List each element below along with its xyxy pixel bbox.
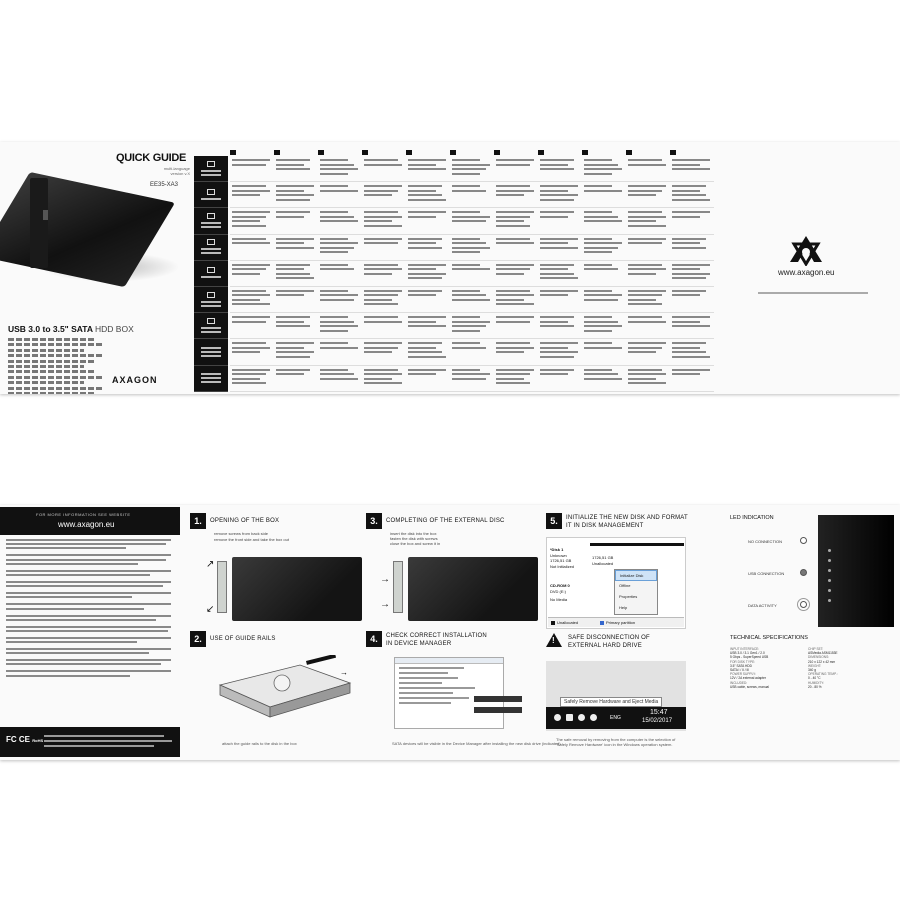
text-grid-cell: [670, 208, 714, 233]
language-indicator[interactable]: ENG: [610, 715, 621, 721]
text-grid-cell: [538, 287, 582, 312]
text-grid-cell: [406, 313, 450, 338]
text-grid-cell: [230, 261, 274, 286]
step-3-bullet-2: fasten the disk with screws: [390, 536, 438, 541]
axagon-logo-icon: [786, 234, 826, 266]
text-grid-cell: [538, 261, 582, 286]
legend-unallocated: Unallocated: [557, 620, 579, 625]
text-grid-cell: [362, 208, 406, 233]
disk-1-info: *Disk 1 Unknown 1726,51 GB Not Initialized: [550, 547, 575, 569]
footnote-line: [758, 292, 868, 294]
text-grid-cell: [406, 156, 450, 181]
rohs-mark: RoHS: [32, 738, 44, 743]
disk-legend: [548, 617, 684, 627]
text-grid-cell: [318, 208, 362, 233]
network-icon[interactable]: [578, 714, 585, 721]
led-off-icon: [800, 537, 807, 544]
banner-caption: FOR MORE INFORMATION SEE WEBSITE: [36, 512, 131, 517]
text-grid-cell: [538, 339, 582, 364]
text-grid-cell: [362, 261, 406, 286]
spec-line: ASMedia ASM1153E: [808, 651, 838, 656]
text-grid-cell: [450, 261, 494, 286]
text-grid-cell: [362, 366, 406, 391]
text-grid-cell: [582, 261, 626, 286]
arrow-icon: ↙: [206, 604, 215, 615]
text-grid-cell: [450, 156, 494, 181]
text-grid-cell: [406, 235, 450, 260]
language-block: [6, 670, 178, 676]
disk-1-partition: 1726,51 GB Unallocated: [592, 555, 614, 566]
language-summary-lines: [8, 338, 103, 394]
text-grid-cell: [494, 235, 538, 260]
quick-guide-front-sheet: [0, 142, 900, 394]
multilanguage-text-grid: [230, 156, 714, 392]
model-number: EE35-XA3: [150, 182, 179, 188]
hdd-box-front-leds: [818, 515, 894, 627]
spec-line: INPUT INTERFACE:: [730, 647, 760, 651]
text-grid-cell: [582, 313, 626, 338]
text-grid-cell: [230, 235, 274, 260]
text-grid-cell: [538, 366, 582, 391]
text-grid-cell: [274, 182, 318, 207]
text-grid-cell: [230, 339, 274, 364]
text-grid-row: [230, 208, 714, 234]
spec-line: SATA I / II / III: [730, 668, 750, 673]
check-icon: [207, 318, 215, 324]
text-grid-cell: [494, 156, 538, 181]
text-grid-cell: [274, 208, 318, 233]
text-grid-row: [230, 366, 714, 392]
text-grid-cell: [582, 182, 626, 207]
safely-remove-tooltip: Safely Remove Hardware and Eject Media: [560, 697, 662, 707]
text-grid-cell: [274, 261, 318, 286]
text-grid-cell: [626, 235, 670, 260]
safe-removal-caption: The safe removal by removing from the computer is the selection of 'Safely Remove Hardware' icon in the Windows operation system.: [556, 737, 676, 747]
spec-line: USB 3.0 / 3.1 Gen1 / 2.0: [730, 651, 765, 656]
language-block: [6, 570, 178, 576]
usb-icon: [207, 189, 215, 195]
text-grid-cell: [494, 287, 538, 312]
text-grid-cell: [582, 235, 626, 260]
text-grid-row: [230, 182, 714, 208]
text-grid-row: [230, 313, 714, 339]
text-grid-cell: [670, 156, 714, 181]
banner-website[interactable]: www.axagon.eu: [58, 520, 115, 529]
step-4-title-line-1: CHECK CORRECT INSTALLATION: [386, 633, 487, 639]
led-state-usb-connection: USB CONNECTION: [748, 571, 785, 576]
text-grid-cell: [450, 182, 494, 207]
step-3-pcb-board: [393, 561, 403, 613]
language-block: [6, 581, 178, 587]
language-block: [6, 554, 178, 564]
usb-eject-icon[interactable]: [566, 714, 573, 721]
text-grid-cell: [406, 339, 450, 364]
spec-line: WEIGHT:: [808, 663, 822, 668]
text-grid-cell: [406, 182, 450, 207]
text-grid-cell: [362, 287, 406, 312]
step-4-number: 4.: [366, 631, 382, 647]
step-3-number: 3.: [366, 513, 382, 529]
safe-removal-title-line-1: SAFE DISCONNECTION OF: [568, 635, 650, 641]
text-grid-cell: [274, 287, 318, 312]
text-grid-cell: [450, 208, 494, 233]
certification-footer: [0, 727, 180, 757]
text-grid-cell: [362, 235, 406, 260]
led-state-data-activity: DATA ACTIVITY: [748, 603, 777, 608]
text-grid-cell: [274, 313, 318, 338]
step-3-title: COMPLETING OF THE EXTERNAL DISC: [386, 518, 505, 524]
step-3-bullet-3: close the box and screw it in: [390, 541, 441, 546]
text-grid-cell: [494, 261, 538, 286]
text-grid-cell: [450, 235, 494, 260]
text-grid-cell: [318, 261, 362, 286]
text-grid-cell: [230, 208, 274, 233]
text-grid-cell: [230, 287, 274, 312]
step-3-bullet-1: insert the disk into the box: [390, 531, 437, 536]
text-grid-cell: [274, 339, 318, 364]
brand-logo-text: AXAGON: [112, 375, 158, 385]
text-grid-cell: [670, 366, 714, 391]
text-grid-cell: [626, 287, 670, 312]
led-state-no-connection: NO CONNECTION: [748, 539, 782, 544]
spec-line: POWER SUPPLY:: [730, 672, 756, 677]
technical-specifications-title: TECHNICAL SPECIFICATIONS: [730, 635, 808, 641]
spec-line: 0 - 40 °C: [808, 676, 821, 681]
step-2-title: USE OF GUIDE RAILS: [210, 636, 276, 642]
text-grid-cell: [494, 313, 538, 338]
text-grid-cell: [230, 156, 274, 181]
text-grid-cell: [494, 366, 538, 391]
text-grid-cell: [362, 156, 406, 181]
website-banner: [0, 507, 180, 535]
text-grid-cell: [626, 156, 670, 181]
text-grid-row: [230, 261, 714, 287]
text-grid-cell: [494, 182, 538, 207]
language-block: [6, 648, 178, 654]
menu-item-help[interactable]: Help: [619, 605, 628, 610]
arrow-icon: →: [380, 599, 390, 610]
clock-time: 15:47: [650, 709, 668, 716]
text-grid-cell: [538, 156, 582, 181]
guide-title: QUICK GUIDE: [116, 152, 187, 164]
spec-line: 210 x 122 x 42 mm: [808, 659, 836, 664]
text-grid-cell: [450, 339, 494, 364]
language-block: [6, 539, 178, 549]
text-grid-cell: [318, 182, 362, 207]
step-1-hdd-box-image: [232, 557, 362, 621]
menu-item-properties[interactable]: Properties: [619, 594, 638, 599]
text-grid-cell: [406, 366, 450, 391]
quick-guide-back-sheet: FOR MORE INFORMATION SEE WEBSITE www.axagon.eu FC CE RoHS 1. OPENING OF THE BOX remove screws from back side remove the front side and take the box out ↗ ↙ 2. USE OF GUIDE RAILS → attach the guide rails to the disk in the box 3. COMPLETING OF THE EXTERNAL DISC insert the disk into the box fasten the disk with screws close the box and screw it in → → 4. CHECK CORRECT INSTALLATION IN DEVICE MANAGER SATA devices will be visible in the Device Manager after installing the new disk drive (indicated) 5. INITIALIZE THE NEW DISK AND FORMAT IT IN DISK MANAGEMENT *Disk 1 Unknown 1726,51 GB Not Initialized 1726,51 GB Unallocated Initialize Disk Offline Properties Help CD-ROM 0 DVD (E:) No Media Unallocated Primary partition ! SAFE DISCONNECTION OF EXTERNAL HARD DRIVE Safely Remove Hardware and Eject Media ENG 15:47 15/02/2017 The safe removal by removing from the computer is the selection of 'Safely Remove Hardware' icon in the Windows operation system. LED INDICATION NO CONNECTION USB CONNECTION DATA ACTIVITY TECHNICAL SPECIFICATIONS INPUT INTERFACE: USB 3.0 / 3.1 Gen1 / 2.0 5 Gbps - SuperSpeed USB FOR DISK TYPE: 3.5" SATA HDD SATA I / II / III POWER SUPPLY: 12V / 2A external adapter INCLUDED: USB cable, screws, manual CHIP SET: ASMedia ASM1153E DIMENSIONS: 210 x 122 x 42 mm WEIGHT: 340 g OPERATING TEMP.: 0 - 40 °C HUMIDITY: 20 - 80 %: [0, 505, 900, 760]
step-5-title-line-2: IT IN DISK MANAGEMENT: [566, 523, 644, 529]
product-name: [8, 324, 134, 334]
text-grid-row: [230, 287, 714, 313]
text-grid-cell: [626, 182, 670, 207]
windows-taskbar: [546, 707, 686, 729]
step-1-title: OPENING OF THE BOX: [210, 518, 280, 524]
led-blinking-icon: [800, 601, 807, 608]
text-grid-cell: [318, 287, 362, 312]
text-grid-cell: [670, 287, 714, 312]
arrow-icon: →: [380, 574, 390, 585]
spec-line: 340 g: [808, 668, 816, 673]
step-2-rails-diagram: [210, 655, 360, 725]
step-1-number: 1.: [190, 513, 206, 529]
text-grid-cell: [406, 208, 450, 233]
text-grid-cell: [274, 156, 318, 181]
topic-icon-column: [194, 156, 228, 392]
text-grid-cell: [230, 366, 274, 391]
disk-icon: [207, 213, 215, 219]
text-grid-row: [230, 339, 714, 365]
text-grid-cell: [582, 208, 626, 233]
spec-line: USB cable, screws, manual: [730, 684, 769, 689]
text-grid-row: [230, 235, 714, 261]
spec-line: OPERATING TEMP.:: [808, 672, 838, 677]
spec-line: 12V / 2A external adapter: [730, 676, 766, 681]
text-grid-cell: [538, 208, 582, 233]
step-2-number: 2.: [190, 631, 206, 647]
language-instruction-blocks: [6, 539, 178, 682]
text-grid-cell: [670, 261, 714, 286]
text-grid-cell: [670, 313, 714, 338]
text-grid-cell: [670, 235, 714, 260]
text-grid-cell: [582, 339, 626, 364]
text-grid-cell: [450, 287, 494, 312]
cdrom-info: CD-ROM 0 DVD (E:) No Media: [550, 583, 570, 602]
language-block: [6, 592, 178, 598]
text-grid-cell: [626, 339, 670, 364]
language-block: [6, 637, 178, 643]
text-grid-cell: [450, 313, 494, 338]
step-3-hdd-box-image: [408, 557, 538, 621]
text-grid-cell: [318, 156, 362, 181]
fc-ce-marks: FC CE: [6, 735, 30, 744]
step-5-title-line-1: INITIALIZE THE NEW DISK AND FORMAT: [566, 515, 688, 521]
menu-item-offline[interactable]: Offline: [619, 583, 631, 588]
text-grid-cell: [670, 339, 714, 364]
box-icon: [207, 292, 215, 298]
text-grid-cell: [362, 313, 406, 338]
text-grid-cell: [362, 339, 406, 364]
spec-line: DIMENSIONS:: [808, 655, 830, 660]
power-icon: [207, 239, 215, 245]
language-panel: [0, 505, 180, 760]
spec-line: 5 Gbps - SuperSpeed USB: [730, 655, 769, 660]
text-grid-cell: [362, 182, 406, 207]
text-grid-cell: [406, 261, 450, 286]
language-block: [6, 626, 178, 632]
text-grid-cell: [230, 182, 274, 207]
text-grid-cell: [230, 313, 274, 338]
language-block: [6, 659, 178, 665]
legend-primary-partition: Primary partition: [606, 620, 636, 625]
text-grid-cell: [538, 182, 582, 207]
volume-icon[interactable]: [590, 714, 597, 721]
text-grid-cell: [626, 366, 670, 391]
step-1-pcb-board: [217, 561, 227, 613]
guide-subtitle: multi-language version v.X: [163, 166, 190, 176]
step-4-title-line-2: IN DEVICE MANAGER: [386, 641, 452, 647]
text-grid-cell: [670, 182, 714, 207]
text-grid-cell: [494, 339, 538, 364]
product-name-thin: HDD BOX: [95, 324, 134, 334]
highlighted-device-1: [474, 696, 522, 702]
menu-item-initialize-disk[interactable]: Initialize Disk: [615, 570, 657, 581]
step-4-caption: SATA devices will be visible in the Device Manager after installing the new disk drive (indicated): [392, 741, 561, 746]
spec-line: CHIP SET:: [808, 647, 824, 651]
text-grid-cell: [406, 287, 450, 312]
text-grid-cell: [538, 235, 582, 260]
package-icon: [207, 161, 215, 167]
website-url[interactable]: www.axagon.eu: [778, 268, 835, 277]
disk-context-menu: [614, 569, 658, 615]
text-grid-cell: [626, 261, 670, 286]
svg-text:→: →: [340, 668, 348, 677]
step-5-number: 5.: [546, 513, 562, 529]
product-name-bold: USB 3.0 to 3.5" SATA: [8, 324, 93, 334]
text-grid-cell: [626, 208, 670, 233]
text-grid-cell: [538, 313, 582, 338]
led-indication-title: LED INDICATION: [730, 515, 774, 521]
arrow-icon: ↗: [206, 559, 215, 570]
text-grid-cell: [318, 313, 362, 338]
text-grid-cell: [274, 366, 318, 391]
text-grid-cell: [626, 313, 670, 338]
text-grid-cell: [582, 366, 626, 391]
text-grid-cell: [274, 235, 318, 260]
clock-date: 15/02/2017: [642, 718, 673, 724]
led-on-icon: [800, 569, 807, 576]
spec-line: 3.5" SATA HDD: [730, 663, 752, 668]
text-grid-row: [230, 156, 714, 182]
product-front-panel: [30, 178, 48, 268]
specifications-column-2: [808, 647, 838, 689]
language-flags-row: [230, 148, 714, 156]
speed-icon: [207, 267, 215, 273]
specifications-column-1: [730, 647, 769, 689]
certification-marks: [6, 735, 43, 744]
text-grid-cell: [582, 156, 626, 181]
text-grid-cell: [494, 208, 538, 233]
text-grid-cell: [582, 287, 626, 312]
up-arrow-icon[interactable]: [554, 714, 561, 721]
partition-bar: [590, 543, 684, 546]
text-grid-cell: [450, 366, 494, 391]
text-grid-cell: [318, 235, 362, 260]
highlighted-device-2: [474, 707, 522, 713]
usb-port-icon: [43, 210, 48, 220]
spec-line: FOR DISK TYPE:: [730, 659, 756, 664]
language-block: [6, 603, 178, 609]
spec-line: 20 - 80 %: [808, 684, 822, 689]
spec-line: HUMIDITY:: [808, 680, 825, 685]
step-1-bullet-1: remove screws from back side: [214, 531, 269, 536]
language-block: [6, 615, 178, 621]
step-2-caption: attach the guide rails to the disk in the box: [222, 741, 297, 746]
text-grid-cell: [318, 366, 362, 391]
spec-line: INCLUDED:: [730, 680, 748, 685]
text-grid-cell: [318, 339, 362, 364]
device-manager-window: [394, 657, 504, 729]
safe-removal-title-line-2: EXTERNAL HARD DRIVE: [568, 643, 642, 649]
step-1-bullet-2: remove the front side and take the box out: [214, 537, 289, 542]
